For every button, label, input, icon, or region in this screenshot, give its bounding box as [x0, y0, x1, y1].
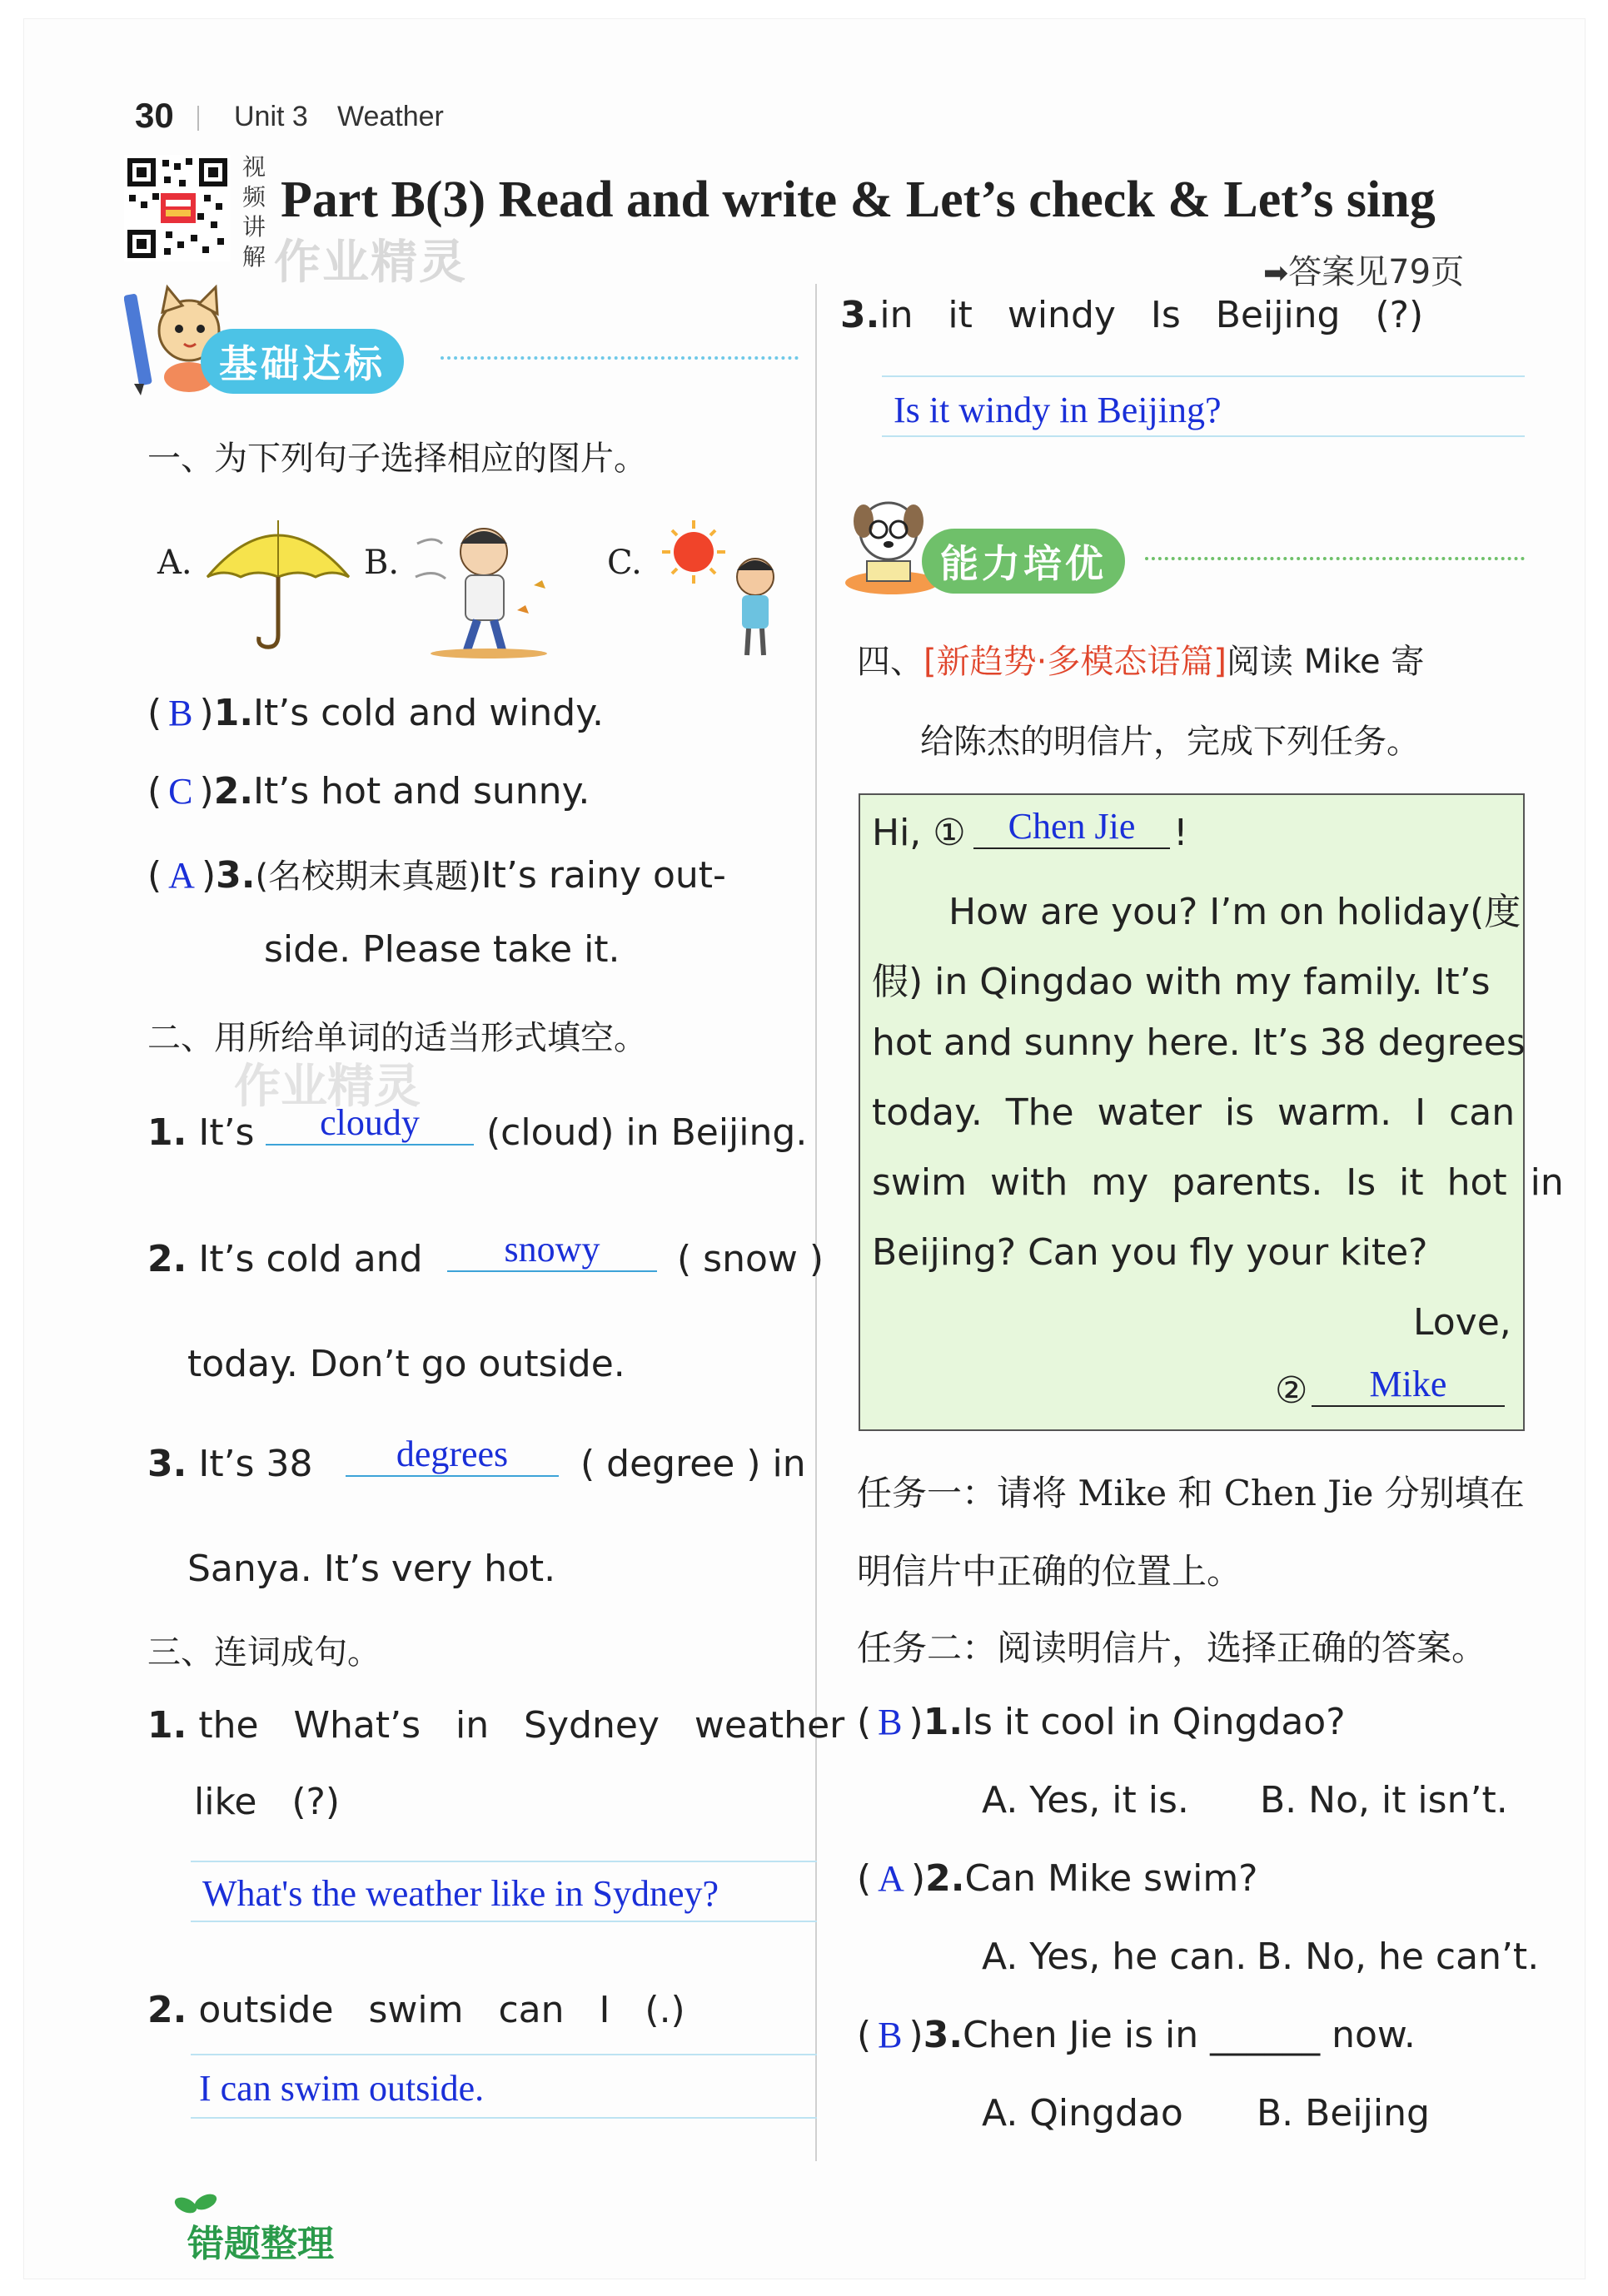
postcard-line: How are you? I’m on holiday(度 [948, 891, 1521, 933]
section-banner-advanced: 能力培优 [922, 529, 1125, 594]
part2-heading: 二、用所给单词的适当形式填空。 [147, 1019, 647, 1057]
page-title: Part B(3) Read and write & Let’s check & Let’s sing [281, 171, 1436, 228]
part3-item-3 [840, 294, 1423, 336]
part3-item-2 [147, 1989, 685, 2031]
sentence-answer[interactable]: Is it windy in Beijing? [894, 390, 1222, 430]
answer-choice[interactable]: B [168, 693, 193, 733]
circle-number-2: ② [1275, 1369, 1308, 1412]
answer-reference-text: 答案见79页 [1288, 253, 1465, 291]
writing-line [882, 375, 1525, 377]
postcard-exclamation: ! [1173, 812, 1188, 854]
item-number: 2. [213, 770, 254, 813]
writing-line [191, 1861, 817, 1862]
fill-blank-answer[interactable]: snowy [447, 1228, 657, 1272]
item-text: It’s rainy out- [480, 854, 726, 897]
header-unit: Unit 3 [234, 101, 308, 132]
sentence-answer[interactable]: What's the weather like in Sydney? [202, 1873, 719, 1914]
part4-item-2: ( A )2.Can Mike swim? [857, 1857, 1258, 1900]
postcard-line: swim with my parents. Is it hot in [872, 1161, 1564, 1204]
answer-reference [1263, 246, 1464, 293]
option-c-label: C. [607, 544, 642, 582]
part3-item-1-cont: like (?) [194, 1781, 341, 1823]
part2-item-1-post: (cloud) in Beijing. [486, 1111, 808, 1154]
part2-item-1 [147, 1111, 254, 1154]
windy-boy-image [409, 510, 559, 660]
part1-item-3: ( A )3.(名校期末真题)It’s rainy out- [147, 854, 726, 897]
item-text: It’s cold and windy. [253, 692, 604, 734]
page-number: 30 [135, 96, 174, 135]
part4-heading-cont: 给陈杰的明信片，完成下列任务。 [920, 723, 1420, 761]
part1-item-3-cont: side. Please take it. [264, 928, 620, 971]
part3-item-1 [147, 1704, 844, 1747]
answer-choice[interactable]: B [878, 2015, 903, 2055]
scrambled-words: outside swim can I (.) [198, 1989, 685, 2031]
item-number: 2. [147, 1238, 187, 1280]
item-text: Can Mike swim? [964, 1857, 1258, 1900]
part4-number: 四、 [857, 643, 923, 681]
option-a: A. Yes, he can. [982, 1936, 1247, 1978]
part4-item-3: ( B )3.Chen Jie is in ______ now. [857, 2014, 1416, 2056]
part2-item-2-cont: today. Don’t go outside. [187, 1343, 625, 1385]
item-number: 3. [147, 1443, 187, 1485]
column-divider [815, 284, 817, 2161]
postcard-line: Beijing? Can you fly your kite? [872, 1231, 1428, 1274]
writing-line [882, 435, 1525, 437]
part2-item-3 [147, 1443, 312, 1485]
postcard-blank-1[interactable]: Chen Jie [973, 805, 1170, 849]
item-number: 3. [840, 294, 880, 336]
fill-blank-answer[interactable]: cloudy [266, 1101, 474, 1146]
item-text: It’s cold and [198, 1238, 423, 1280]
part4-heading [857, 635, 1424, 683]
dotted-rule [1145, 557, 1525, 560]
watermark: 作业精灵 [274, 236, 467, 290]
fill-blank-answer[interactable]: degrees [346, 1433, 559, 1477]
postcard-line: hot and sunny here. It’s 38 degrees [872, 1021, 1526, 1064]
dotted-rule [441, 356, 799, 360]
option-b: B. No, he can’t. [1257, 1936, 1540, 1978]
item-number: 2. [147, 1989, 187, 2031]
task-1: 任务一：请将 Mike 和 Chen Jie 分别填在 [857, 1473, 1525, 1513]
qr-side-label: 视频讲解 [242, 153, 266, 271]
item-text: It’s [198, 1111, 255, 1154]
scrambled-words: in it windy Is Beijing (?) [879, 294, 1424, 336]
part2-item-2-post: ( snow ) [677, 1238, 824, 1280]
footer-label[interactable]: 错题整理 [187, 2223, 334, 2265]
part4-item-1: ( B )1.Is it cool in Qingdao? [857, 1701, 1346, 1743]
postcard-line: today. The water is warm. I can [872, 1091, 1516, 1134]
header-divider [197, 106, 199, 131]
section-banner-basic: 基础达标 [201, 329, 404, 394]
arrow-right-icon: ➡ [1263, 256, 1289, 291]
item-number: 3. [923, 2014, 963, 2056]
answer-choice[interactable]: C [168, 771, 193, 812]
option-a: A. Qingdao [982, 2092, 1183, 2134]
task-2: 任务二：阅读明信片，选择正确的答案。 [857, 1628, 1487, 1668]
part2-item-3-post: ( degree ) in [580, 1443, 806, 1485]
answer-choice[interactable]: A [878, 1858, 904, 1899]
source-tag: [新趋势·多模态语篇] [923, 643, 1227, 681]
part2-item-3-cont: Sanya. It’s very hot. [187, 1548, 556, 1590]
item-number: 1. [147, 1111, 187, 1154]
writing-line [191, 2054, 817, 2055]
scrambled-words: the What’s in Sydney weather [198, 1704, 845, 1747]
item-number: 1. [213, 692, 254, 734]
item-text: It’s hot and sunny. [253, 770, 590, 813]
item-number: 1. [147, 1704, 187, 1747]
task-1-cont: 明信片中正确的位置上。 [857, 1551, 1242, 1592]
writing-line [191, 2117, 817, 2119]
item-text: Is it cool in Qingdao? [963, 1701, 1346, 1743]
source-tag: (名校期末真题) [255, 857, 481, 896]
option-b: B. Beijing [1257, 2092, 1430, 2134]
option-a: A. Yes, it is. [982, 1779, 1189, 1821]
item-number: 1. [923, 1701, 963, 1743]
item-number: 3. [216, 854, 256, 897]
option-b: B. No, it isn’t. [1260, 1779, 1508, 1821]
item-text: Chen Jie is in ______ now. [963, 2014, 1416, 2056]
item-text: It’s 38 [198, 1443, 313, 1485]
sunny-boy-image [657, 509, 790, 658]
part1-heading: 一、为下列句子选择相应的图片。 [147, 440, 647, 478]
writing-line [191, 1921, 817, 1922]
watermark: 作业精灵 [234, 1060, 421, 1114]
option-b-label: B. [364, 544, 400, 582]
postcard-closing: Love, [1413, 1301, 1511, 1344]
part2-item-2 [147, 1238, 423, 1280]
part3-heading: 三、连词成句。 [147, 1633, 381, 1672]
item-number: 2. [925, 1857, 965, 1900]
sentence-answer[interactable]: I can swim outside. [199, 2068, 485, 2109]
postcard-line: 假) in Qingdao with my family. It’s [872, 961, 1491, 1003]
answer-choice[interactable]: A [168, 855, 195, 896]
part4-heading-text: 阅读 Mike 寄 [1226, 643, 1425, 681]
qr-code[interactable] [124, 155, 231, 261]
header-topic: Weather [337, 101, 444, 132]
answer-choice[interactable]: B [878, 1702, 903, 1742]
part1-item-2: ( C )2.It’s hot and sunny. [147, 770, 590, 813]
postcard-greeting: Hi, ① [872, 812, 966, 854]
umbrella-image [199, 510, 357, 652]
postcard-blank-2[interactable]: Mike [1312, 1363, 1505, 1407]
page [23, 18, 1586, 2279]
part1-item-1: ( B )1.It’s cold and windy. [147, 692, 604, 734]
option-a-label: A. [157, 544, 192, 582]
